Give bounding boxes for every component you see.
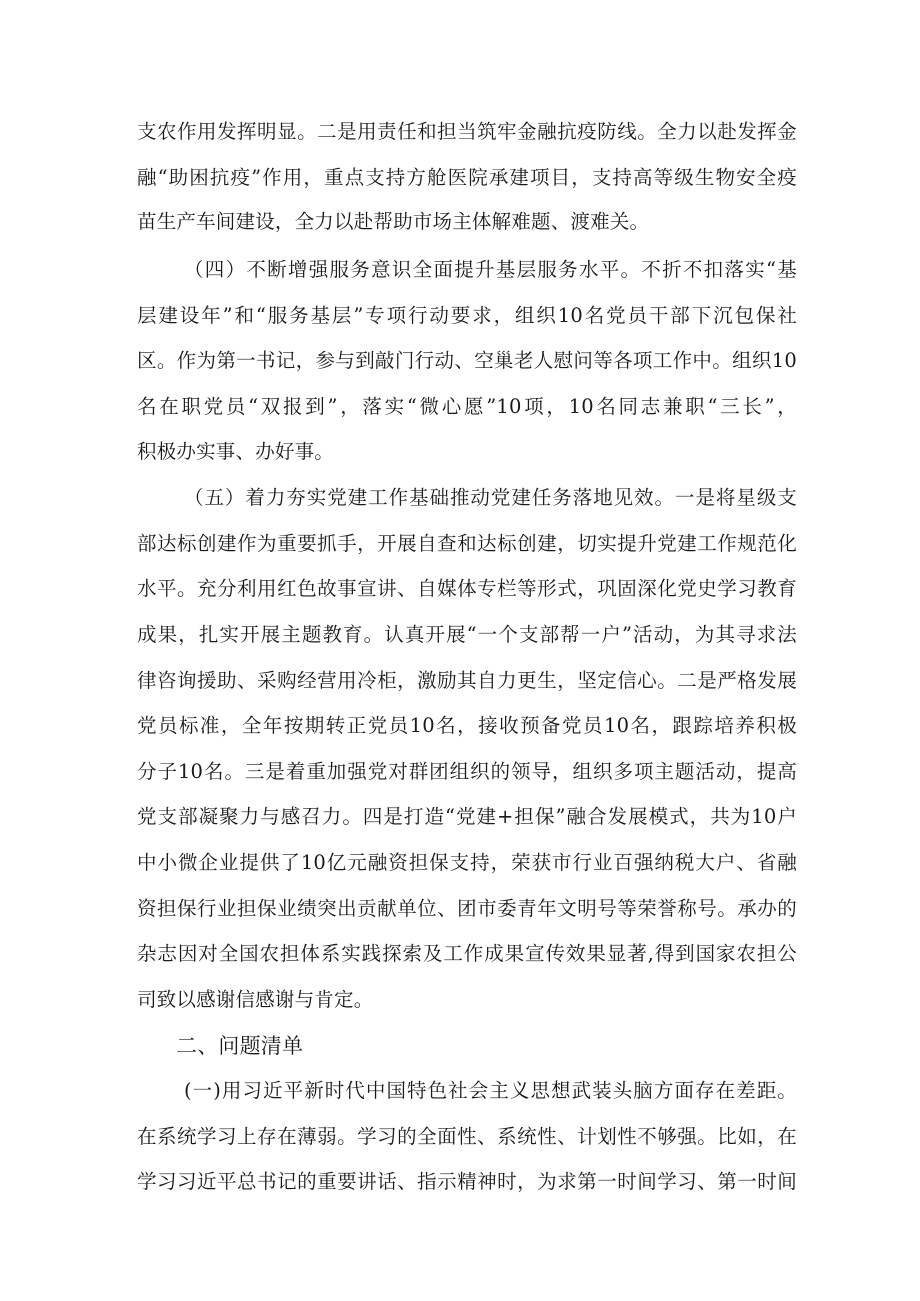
text-line: 层建设年”和“服务基层”专项行动要求，组织10名党员干部下沉包保社	[137, 304, 797, 327]
text-line: 党员标准，全年按期转正党员10名，接收预备党员10名，跟踪培养积极	[137, 714, 797, 737]
text-line: 融“助困抗疫”作用，重点支持方舱医院承建项目，支持高等级生物安全疫	[137, 166, 797, 189]
text-line: (一)用习近平新时代中国特色社会主义思想武装头脑方面存在差距。	[184, 1079, 797, 1102]
section-heading: 二、问题清单	[176, 1034, 304, 1058]
text-line: 苗生产车间建设，全力以赴帮助市场主体解难题、渡难关。	[137, 210, 650, 233]
text-line: （四）不断增强服务意识全面提升基层服务水平。不折不扣落实“基	[184, 258, 797, 281]
text-line: 中小微企业提供了10亿元融资担保支持，荣获市行业百强纳税大户、省融	[137, 851, 797, 874]
text-line: 在系统学习上存在薄弱。学习的全面性、系统性、计划性不够强。比如，在	[137, 1125, 797, 1148]
text-line: 学习习近平总书记的重要讲话、指示精神时，为求第一时间学习、第一时间	[137, 1170, 797, 1193]
text-line: 区。作为第一书记，参与到敲门行动、空巢老人慰问等各项工作中。组织10	[137, 349, 797, 372]
text-line: 律咨询援助、采购经营用冷柜，激励其自力更生，坚定信心。二是严格发展	[137, 669, 797, 692]
text-line: 杂志因对全国农担体系实践探索及工作成果宣传效果显著,得到国家农担公	[137, 942, 797, 965]
text-line: 积极办实事、办好事。	[137, 440, 335, 463]
text-line: 成果，扎实开展主题教育。认真开展“一个支部帮一户”活动，为其寻求法	[137, 623, 797, 646]
text-line: 支农作用发挥明显。二是用责任和担当筑牢金融抗疫防线。全力以赴发挥金	[137, 120, 797, 143]
text-line: （五）着力夯实党建工作基础推动党建任务落地见效。一是将星级支	[184, 486, 797, 509]
text-line: 部达标创建作为重要抓手，开展自查和达标创建，切实提升党建工作规范化	[137, 532, 797, 555]
text-line: 司致以感谢信感谢与肯定。	[137, 988, 374, 1011]
text-line: 分子10名。三是着重加强党对群团组织的领导，组织多项主题活动，提高	[137, 760, 797, 783]
text-line: 资担保行业担保业绩突出贡献单位、团市委青年文明号等荣誉称号。承办的	[137, 897, 797, 920]
text-line: 党支部凝聚力与感召力。四是打造“党建+担保”融合发展模式，共为10户	[137, 805, 797, 828]
text-line: 名在职党员“双报到”，落实“微心愿”10项，10名同志兼职“三长”，	[137, 395, 797, 418]
text-line: 水平。充分利用红色故事宣讲、自媒体专栏等形式，巩固深化党史学习教育	[137, 577, 797, 600]
